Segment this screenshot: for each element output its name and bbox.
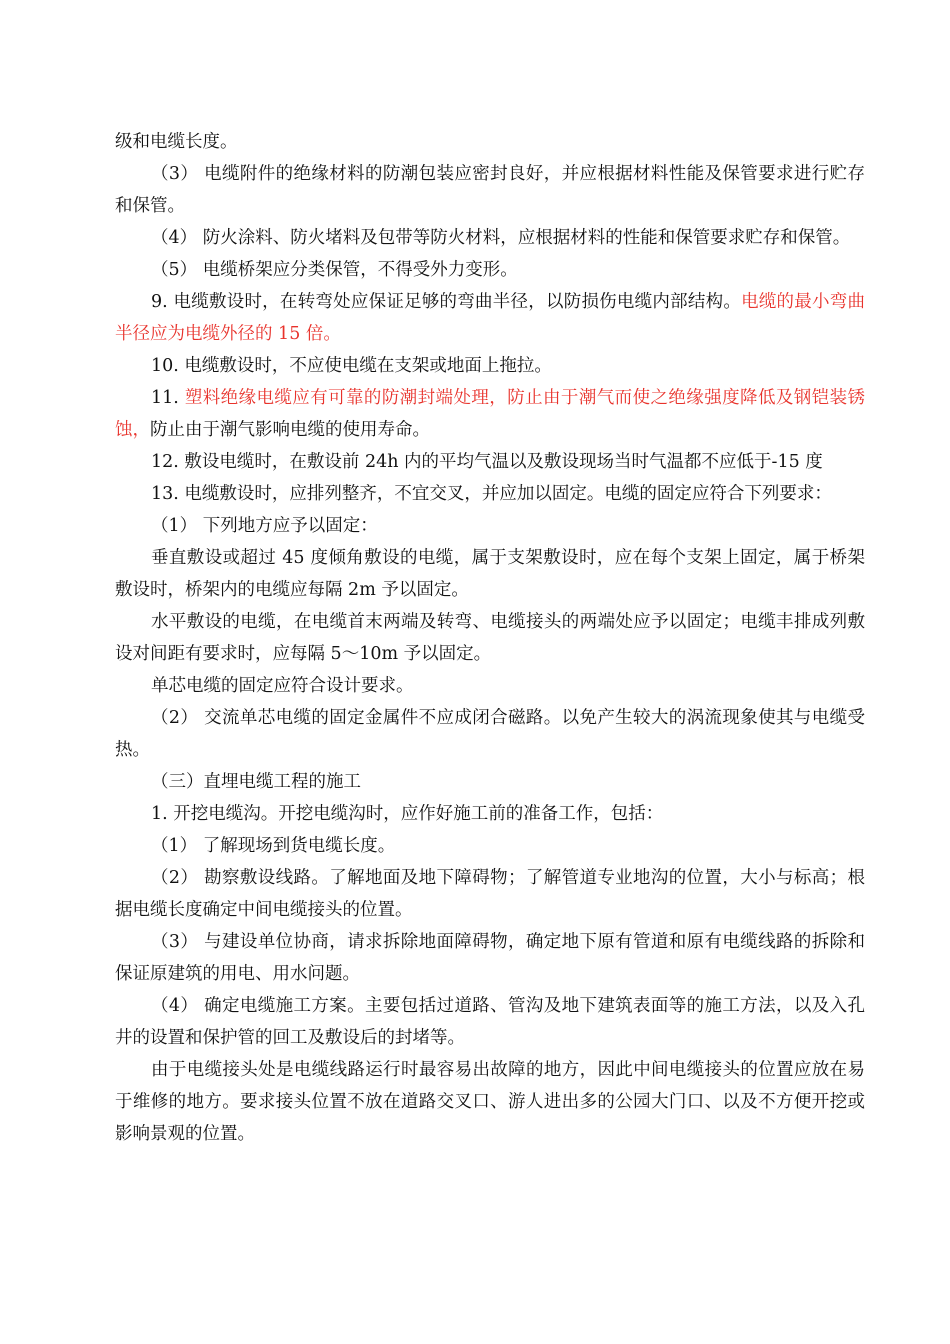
paragraph bbox=[115, 702, 865, 766]
text-segment: （2） 勘察敷设线路。了解地面及地下障碍物；了解管道专业地沟的位置，大小与标高；根据电缆长度确定中间电缆接头的位置。 bbox=[115, 868, 865, 920]
paragraph bbox=[115, 350, 865, 382]
paragraph bbox=[115, 798, 865, 830]
text-segment: （3） 与建设单位协商，请求拆除地面障碍物，确定地下原有管道和原有电缆线路的拆除和保证原建筑的用电、用水问题。 bbox=[115, 932, 865, 984]
paragraph bbox=[115, 862, 865, 926]
text-segment: 12. 敷设电缆时，在敷设前 24h 内的平均气温以及敷设现场当时气温都不应低于-15 度 bbox=[151, 452, 823, 472]
text-segment: 13. 电缆敷设时，应排列整齐，不宜交叉，并应加以固定。电缆的固定应符合下列要求： bbox=[151, 484, 832, 504]
paragraph bbox=[115, 990, 865, 1054]
paragraph bbox=[115, 222, 865, 254]
highlighted-text: 塑料绝缘电缆应有可靠的防潮封端处理，防止由于潮气而使之绝缘强度降低及钢铠装锈蚀， bbox=[115, 388, 865, 440]
text-segment: （2） 交流单芯电缆的固定金属件不应成闭合磁路。以免产生较大的涡流现象使其与电缆受热。 bbox=[115, 708, 865, 760]
paragraph bbox=[115, 286, 865, 350]
highlighted-text: 电缆的最小弯曲半径应为电缆外径的 15 倍。 bbox=[115, 292, 865, 344]
text-segment: 级和电缆长度。 bbox=[115, 132, 238, 152]
paragraph bbox=[115, 126, 865, 158]
paragraph bbox=[115, 478, 865, 510]
text-segment: （5） 电缆桥架应分类保管，不得受外力变形。 bbox=[151, 260, 518, 280]
text-segment: 1. 开挖电缆沟。开挖电缆沟时，应作好施工前的准备工作，包括： bbox=[151, 804, 664, 824]
text-segment: （三）直埋电缆工程的施工 bbox=[151, 772, 361, 792]
paragraph bbox=[115, 446, 865, 478]
text-segment: （4） 确定电缆施工方案。主要包括过道路、管沟及地下建筑表面等的施工方法，以及入孔井的设置和保护管的回工及敷设后的封堵等。 bbox=[115, 996, 865, 1048]
text-segment: （1） 下列地方应予以固定： bbox=[151, 516, 378, 536]
text-segment: 单芯电缆的固定应符合设计要求。 bbox=[151, 676, 414, 696]
text-segment: 水平敷设的电缆，在电缆首末两端及转弯、电缆接头的两端处应予以固定；电缆丰排成列敷设对间距有要求时，应每隔 5～10m 予以固定。 bbox=[115, 612, 865, 664]
text-segment: 防止由于潮气影响电缆的使用寿命。 bbox=[150, 420, 430, 440]
text-segment: 9. 电缆敷设时，在转弯处应保证足够的弯曲半径，以防损伤电缆内部结构。 bbox=[151, 292, 742, 312]
text-segment: 11. bbox=[151, 388, 185, 408]
paragraph bbox=[115, 542, 865, 606]
text-segment: （1） 了解现场到货电缆长度。 bbox=[151, 836, 396, 856]
paragraph bbox=[115, 382, 865, 446]
text-segment: （3） 电缆附件的绝缘材料的防潮包装应密封良好，并应根据材料性能及保管要求进行贮存和保管。 bbox=[115, 164, 865, 216]
paragraph bbox=[115, 926, 865, 990]
paragraph bbox=[115, 670, 865, 702]
document-body bbox=[115, 126, 865, 1150]
text-segment: 10. 电缆敷设时，不应使电缆在支架或地面上拖拉。 bbox=[151, 356, 552, 376]
paragraph bbox=[115, 158, 865, 222]
text-segment: 由于电缆接头处是电缆线路运行时最容易出故障的地方，因此中间电缆接头的位置应放在易于维修的地方。要求接头位置不放在道路交叉口、游人进出多的公园大门口、以及不方便开挖或影响景观的位置。 bbox=[115, 1060, 865, 1144]
paragraph bbox=[115, 510, 865, 542]
paragraph bbox=[115, 766, 865, 798]
text-segment: （4） 防火涂料、防火堵料及包带等防火材料，应根据材料的性能和保管要求贮存和保管。 bbox=[151, 228, 851, 248]
text-segment: 垂直敷设或超过 45 度倾角敷设的电缆，属于支架敷设时，应在每个支架上固定，属于桥架敷设时，桥架内的电缆应每隔 2m 予以固定。 bbox=[115, 548, 866, 600]
paragraph bbox=[115, 1054, 865, 1150]
paragraph bbox=[115, 830, 865, 862]
paragraph bbox=[115, 254, 865, 286]
paragraph bbox=[115, 606, 865, 670]
